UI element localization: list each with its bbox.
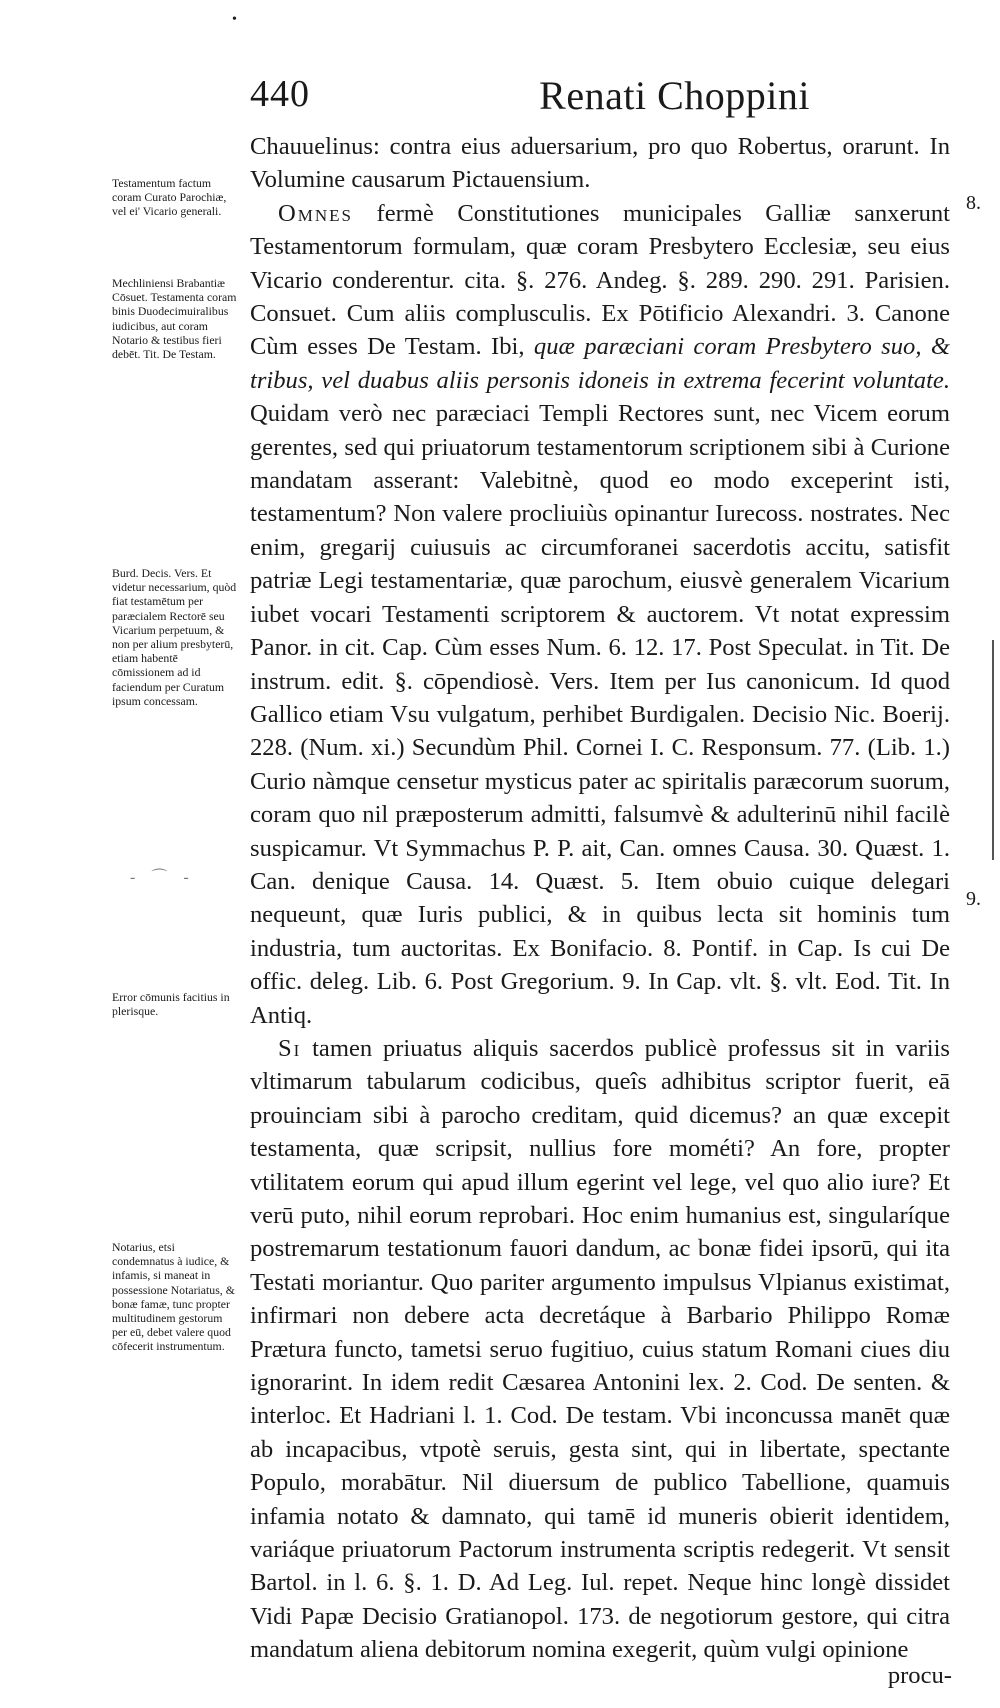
paragraph-number-8: 8. bbox=[966, 192, 981, 214]
stray-marks: - ⌒ - bbox=[130, 869, 195, 886]
page-number: 440 bbox=[250, 73, 310, 115]
paragraph-2-lead: Omnes bbox=[278, 199, 353, 227]
margin-note-3: Burd. Decis. Vers. Et videtur necessarium, quòd fiat testamētum per paræcialem Rectorē seu Vicarium perpetuum, & non per alium presbyterū, etiam habentē cōmissionem ad id faciendum per Curatum ipsum concessam. bbox=[112, 566, 237, 708]
paragraph-1 bbox=[250, 130, 950, 197]
paragraph-2 bbox=[250, 197, 950, 1032]
margin-note-5: Notarius, etsi condemnatus à iudice, & infamis, si maneat in possessione Notariatus, & bonæ famæ, tunc propter multitudinem gestorum per eū, debet valere quod cōfecerit instrumentum. bbox=[112, 1240, 235, 1354]
paragraph-2-quote: quæ paræciani coram Presbytero suo, & tribus, vel duabus aliis personis idoneis in extrema fecerint voluntate. bbox=[250, 333, 950, 394]
running-title: Renati Choppini bbox=[539, 73, 810, 118]
main-text bbox=[250, 130, 950, 1667]
page-header bbox=[250, 72, 810, 132]
paragraph-3-lead: Si bbox=[278, 1034, 302, 1062]
paragraph-number-9: 9. bbox=[966, 888, 981, 910]
paragraph-2-text-a: fermè Constitutiones municipales Galliæ sanxerunt Testamentorum formulam, quæ coram Presbytero Ecclesiæ, seu eius Vicario conderentur. cita. §. 276. Andeg. §. 289. 290. 291. Parisien. Consuet. Cum aliis complusculis. Ex Pōtificio Alexandri. 3. Canone Cùm esses De Testam. Ibi, bbox=[250, 199, 950, 361]
page-edge-line bbox=[992, 640, 994, 860]
paragraph-3 bbox=[250, 1032, 950, 1667]
paragraph-3-text: tamen priuatus aliquis sacerdos publicè professus sit in variis vltimarum tabularum codicibus, queîs adhibitus scriptor fuerit, eā prouinciam sibi à parocho creditam, quid dicemus? an quæ excepit testamenta, quæ scripsit, nullius fore mométi? An fore, propter vtilitatem eorum qui apud illum egerint vel lege, vel quo alio iure? Et verū puto, nihil eorum reprobari. Hoc enim humanius est, singularíque postremarum testationum fauori dandum, ac bonæ fidei ipsorū, qui ita Testati moriantur. Quo pariter argumento impulsus Vlpianus existimat, infirmari non debere acta decretáque à Barbario Philippo Romæ Prætura functo, tametsi seruo fugitiuo, cuius statum Romani ciues diu ignorarint. In idem redit Cæsarea Antonini lex. 2. Cod. De senten. & interloc. Et Hadriani l. 1. Cod. De testam. Vbi inconcussa manēt quæ ab incapacibus, vtpotè seruis, gesta sint, qui in libertate, spectante Populo, morabātur. Nil diuersum de publico Tabellione, quamuis infamia notato & damnato, qui tamē id muneris obierit identidem, variáque priuatorum Pactorum instrumenta scriptis redegerit. Vt sensit Bartol. in l. 6. §. 1. D. Ad Leg. Iul. repet. Neque hinc longè dissidet Vidi Papæ Decisio Gratianopol. 173. de negotiorum gestore, qui citra mandatum aliena debitorum nomina exegerit, quùm vulgi opinione bbox=[250, 1034, 950, 1664]
ink-dot: • bbox=[232, 12, 237, 27]
catchword: procu- bbox=[887, 1662, 952, 1689]
margin-note-4: Error cōmunis facitius in plerisque. bbox=[112, 990, 230, 1019]
paragraph-2-text-b: Quidam verò nec paræciaci Templi Rectores sunt, nec Vicem eorum gerentes, sed qui priuatorum testamentorum scriptionem sibi à Curione mandatam asserant: Valebitnè, quod eo modo exceperint isti, testamentum? Non valere procliuiùs opinantur Iurecoss. nostrates. Nec enim, gregarij cuiusuis ac circumforanei sacerdotis accitu, satisfit patriæ Legi testamentariæ, quæ parochum, eiusvè generalem Vicarium iubet vocari Testamenti scriptorem & auctorem. Vt notat expressim Panor. in cit. Cap. Cùm esses Num. 6. 12. 17. Post Speculat. in Tit. De instrum. edit. §. cōpendiosè. Vers. Item per Ius canonicum. Id quod Gallico etiam Vsu vulgatum, perhibet Burdigalen. Decisio Nic. Boerij. 228. (Num. xi.) Secundùm Phil. Cornei I. C. Responsum. 77. (Lib. 1.) Curio nàmque censetur mysticus pater ac spiritalis paræcorum suorum, coram quo nil præposterum admitti, falsumvè & adulterinū nihil facilè suspicamur. Vt Symmachus P. P. ait, Can. omnes Causa. 30. Quæst. 1. Can. denique Causa. 14. Quæst. 5. Item obuio cuique delegari nequeunt, quæ Iuris publici, & in quibus lecta sit hominis tum industria, tum auctoritas. Ex Bonifacio. 8. Pontif. in Cap. Is cui De offic. deleg. Lib. 6. Post Gregorium. 9. In Cap. vlt. §. vlt. Eod. Tit. In Antiq. bbox=[250, 400, 950, 1029]
margin-note-1: Testamentum factum coram Curato Parochiæ, vel ei' Vicario generali. bbox=[112, 176, 227, 219]
margin-note-2: Mechliniensi Brabantiæ Cōsuet. Testamenta coram binis Duodecimuiralibus iudicibus, aut coram Notario & testibus fieri debēt. Tit. De Testam. bbox=[112, 276, 237, 362]
paragraph-1-text: Chauuelinus: contra eius aduersarium, pro quo Robertus, orarunt. In Volumine causarum Pictauensium. bbox=[250, 133, 950, 194]
